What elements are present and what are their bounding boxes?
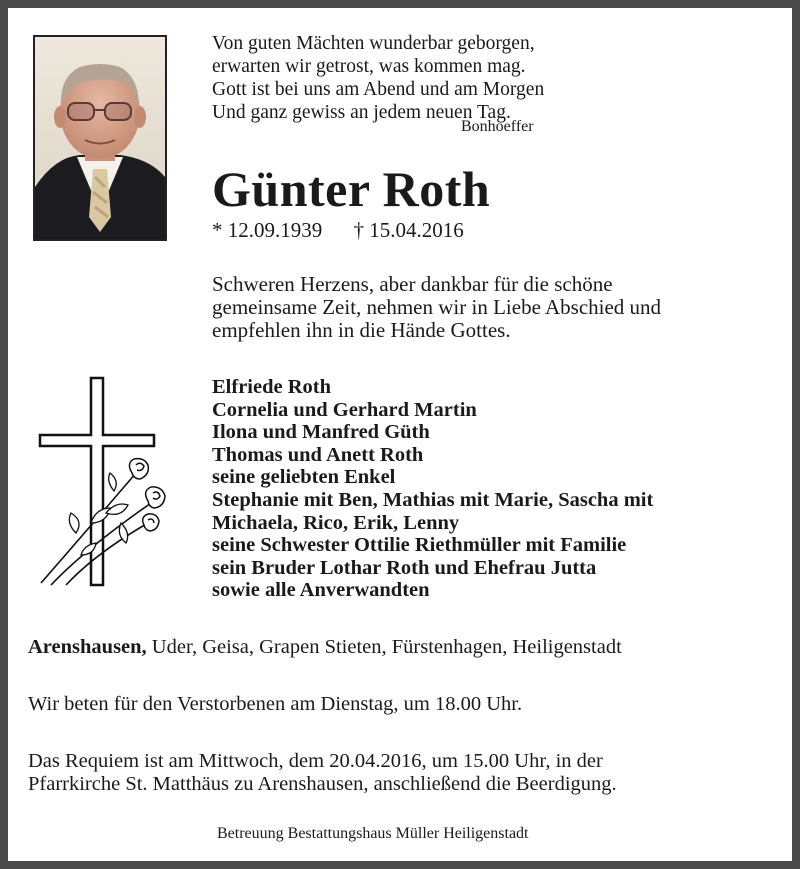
requiem-line: Pfarrkirche St. Matthäus zu Arenshausen, anschließend die Beerdigung.: [28, 773, 617, 795]
mourner-line: Elfriede Roth: [212, 376, 331, 398]
portrait-photo: [33, 35, 167, 241]
place-main: Arenshausen,: [28, 636, 147, 658]
message-line: Schweren Herzens, aber dankbar für die schöne: [212, 272, 613, 296]
poem-line: Gott ist bei uns am Abend und am Morgen: [212, 79, 545, 100]
poem-line: erwarten wir getrost, was kommen mag.: [212, 56, 526, 77]
obituary-page: [8, 8, 792, 861]
place-others: Uder, Geisa, Grapen Stieten, Fürstenhagen, Heiligenstadt: [151, 636, 622, 658]
requiem-notice: [28, 750, 617, 796]
mourners-list: [212, 376, 653, 602]
mourner-line: sein Bruder Lothar Roth und Ehefrau Jutta: [212, 556, 597, 579]
prayer-notice: Wir beten für den Verstorbenen am Dienstag, um 18.00 Uhr.: [28, 693, 523, 715]
mourner-line: Thomas und Anett Roth: [212, 443, 424, 466]
places-line: [28, 636, 622, 659]
requiem-line: Das Requiem ist am Mittwoch, dem 20.04.2016, um 15.00 Uhr, in der: [28, 750, 603, 772]
mourner-line: Stephanie mit Ben, Mathias mit Marie, Sascha mit: [212, 488, 654, 511]
mourner-line: sowie alle Anverwandten: [212, 579, 430, 602]
message-line: empfehlen ihn in die Hände Gottes.: [212, 318, 511, 342]
portrait-image: [35, 37, 165, 239]
life-dates: [212, 218, 464, 243]
mourner-line: Michaela, Rico, Erik, Lenny: [212, 511, 460, 534]
birth-date: * 12.09.1939: [212, 218, 323, 242]
death-date: † 15.04.2016: [353, 218, 464, 242]
poem-line: Von guten Mächten wunderbar geborgen,: [212, 33, 535, 54]
mourner-line: Cornelia und Gerhard Martin: [212, 398, 477, 421]
poem-line: Und ganz gewiss an jedem neuen Tag.: [212, 102, 511, 123]
mourner-line: seine Schwester Ottilie Riethmüller mit Familie: [212, 534, 627, 557]
funeral-home-credit: Betreuung Bestattungshaus Müller Heiligenstadt: [217, 825, 529, 842]
poem-author: Bonhoeffer: [461, 118, 534, 135]
farewell-message: [212, 273, 732, 342]
mourner-line: Ilona und Manfred Güth: [212, 421, 430, 444]
mourner-line: seine geliebten Enkel: [212, 466, 396, 489]
deceased-name: Günter Roth: [212, 161, 491, 217]
poem: [212, 32, 544, 124]
cross-with-roses-icon: [36, 373, 176, 588]
message-line: gemeinsame Zeit, nehmen wir in Liebe Abschied und: [212, 295, 662, 319]
